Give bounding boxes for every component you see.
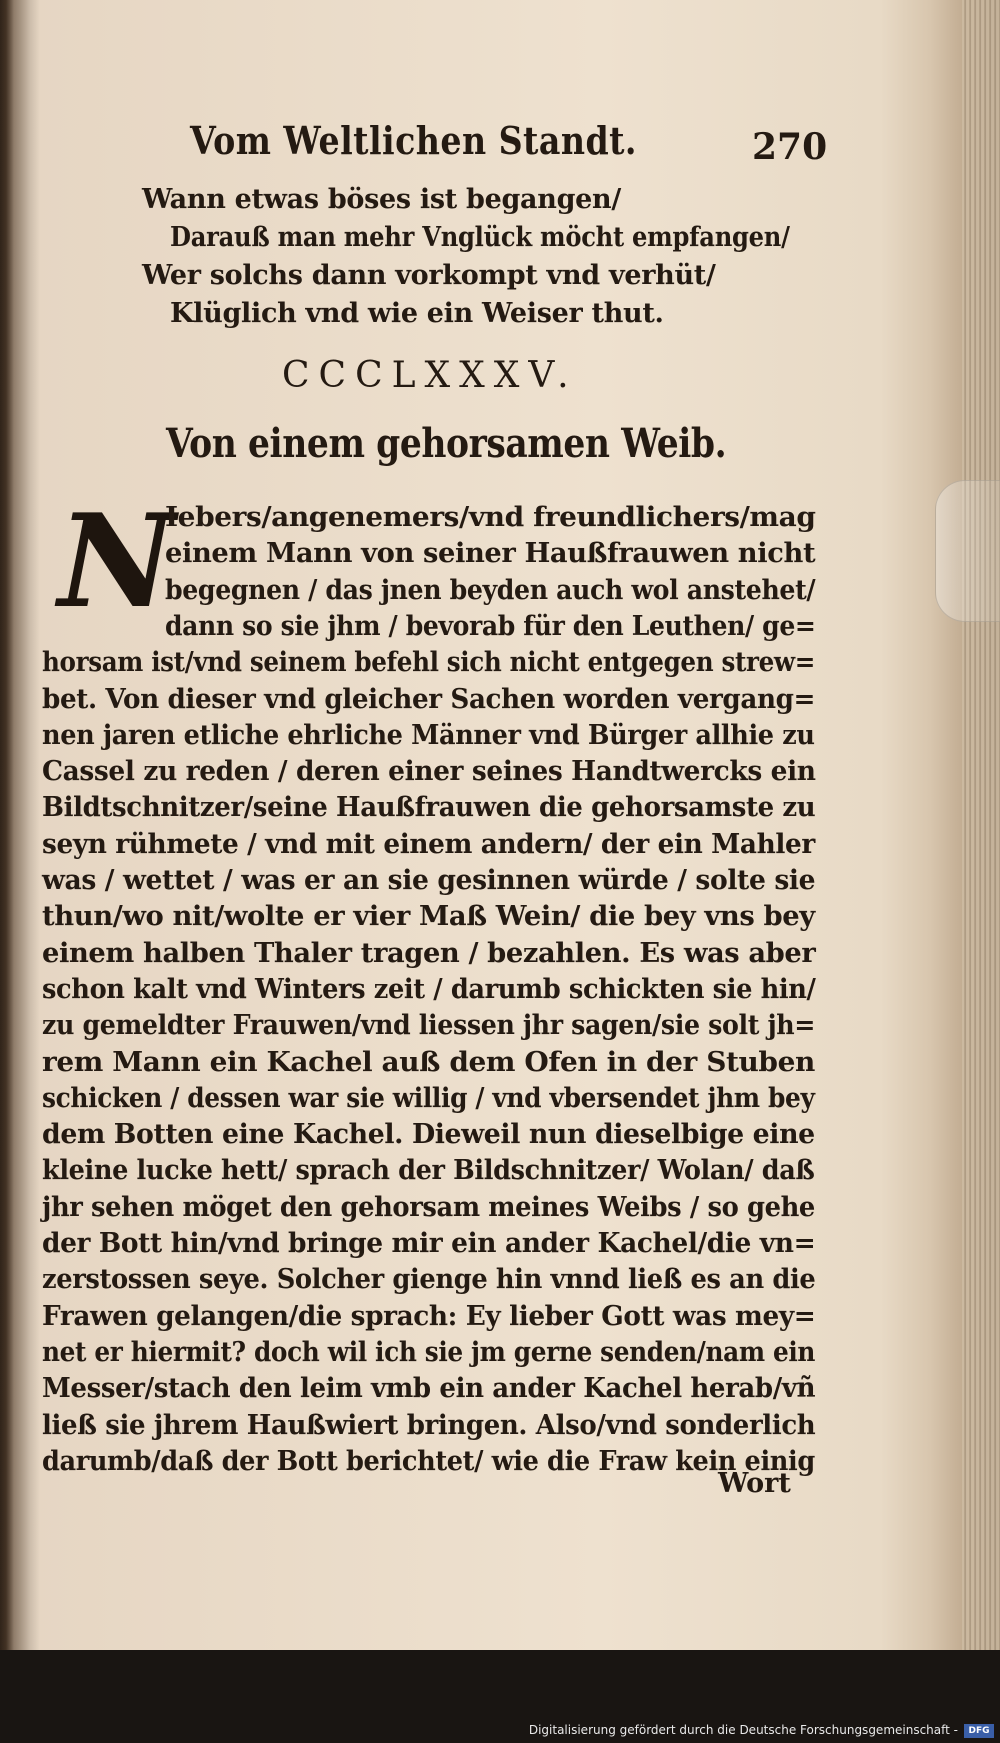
body-line: kleine lucke hett/ sprach der Bildschnitzer/ Wolan/ daß: [42, 1155, 815, 1186]
verse-line: Darauß man mehr Vnglück möcht empfangen/: [170, 222, 790, 253]
body-line: horsam ist/vnd seinem befehl sich nicht entgegen strew=: [42, 647, 816, 678]
catchword: Wort: [718, 1468, 791, 1499]
body-line: was / wettet / was er an sie gesinnen würde / solte sie: [42, 865, 816, 896]
running-title: Vom Weltlichen Standt.: [190, 118, 637, 163]
body-line: bet. Von dieser vnd gleicher Sachen worden vergang=: [42, 684, 816, 715]
body-line: ließ sie jhrem Haußwiert bringen. Also/vnd sonderlich: [42, 1410, 816, 1441]
body-line: Iebers/angenemers/vnd freundlichers/mag: [165, 502, 816, 533]
page-clip: [935, 480, 1000, 622]
body-line: Messer/stach den leim vmb ein ander Kachel herab/vñ: [42, 1373, 816, 1404]
body-line: jhr sehen möget den gehorsam meines Weibs / so gehe: [42, 1192, 815, 1223]
body-line: zerstossen seye. Solcher gienge hin vnnd ließ es an die: [42, 1264, 816, 1295]
body-line: dem Botten eine Kachel. Dieweil nun dieselbige eine: [42, 1119, 815, 1150]
body-line: schicken / dessen war sie willig / vnd vbersendet jhm bey: [42, 1083, 815, 1114]
verse-line: Klüglich vnd wie ein Weiser thut.: [170, 298, 664, 329]
body-line: Frawen gelangen/die sprach: Ey lieber Gott was mey=: [42, 1301, 816, 1332]
body-line: schon kalt vnd Winters zeit / darumb schickten sie hin/: [42, 974, 816, 1005]
body-line: Bildtschnitzer/seine Haußfrauwen die gehorsamste zu: [42, 792, 816, 823]
decorated-initial: N: [58, 487, 175, 637]
body-line: begegnen / das jnen beyden auch wol anstehet/: [165, 575, 816, 606]
body-line: seyn rühmete / vnd mit einem andern/ der ein Mahler: [42, 829, 815, 860]
body-line: einem halben Thaler tragen / bezahlen. Es was aber: [42, 938, 816, 969]
body-line: zu gemeldter Frauwen/vnd liessen jhr sagen/sie solt jh=: [42, 1010, 816, 1041]
digitization-credit: Digitalisierung gefördert durch die Deutsche Forschungsgemeinschaft -: [528, 1723, 958, 1737]
body-line: darumb/daß der Bott berichtet/ wie die Fraw kein einig: [42, 1446, 815, 1477]
body-line: Cassel zu reden / deren einer seines Handtwercks ein: [42, 756, 816, 787]
scan-footer-band: [0, 1650, 1000, 1743]
body-line: einem Mann von seiner Haußfrauwen nicht: [165, 538, 816, 569]
dfg-logo: DFG: [964, 1724, 994, 1738]
body-line: rem Mann ein Kachel auß dem Ofen in der Stuben: [42, 1047, 815, 1078]
chapter-numeral: CCCLXXXV.: [282, 355, 578, 396]
body-line: der Bott hin/vnd bringe mir ein ander Kachel/die vn=: [42, 1228, 816, 1259]
gutter-shadow: [0, 0, 40, 1650]
verse-line: Wer solchs dann vorkompt vnd verhüt/: [142, 260, 716, 291]
page-edges: [962, 0, 1000, 1650]
verse-line: Wann etwas böses ist begangen/: [142, 184, 621, 215]
body-line: thun/wo nit/wolte er vier Maß Wein/ die bey vns bey: [42, 901, 815, 932]
body-line: net er hiermit? doch wil ich sie jm gerne senden/nam ein: [42, 1337, 816, 1368]
body-line: nen jaren etliche ehrliche Männer vnd Bürger allhie zu: [42, 720, 815, 751]
chapter-title: Von einem gehorsamen Weib.: [166, 420, 727, 467]
body-line: dann so sie jhm / bevorab für den Leuthen/ ge=: [165, 611, 816, 642]
folio-number: 270: [752, 126, 828, 168]
